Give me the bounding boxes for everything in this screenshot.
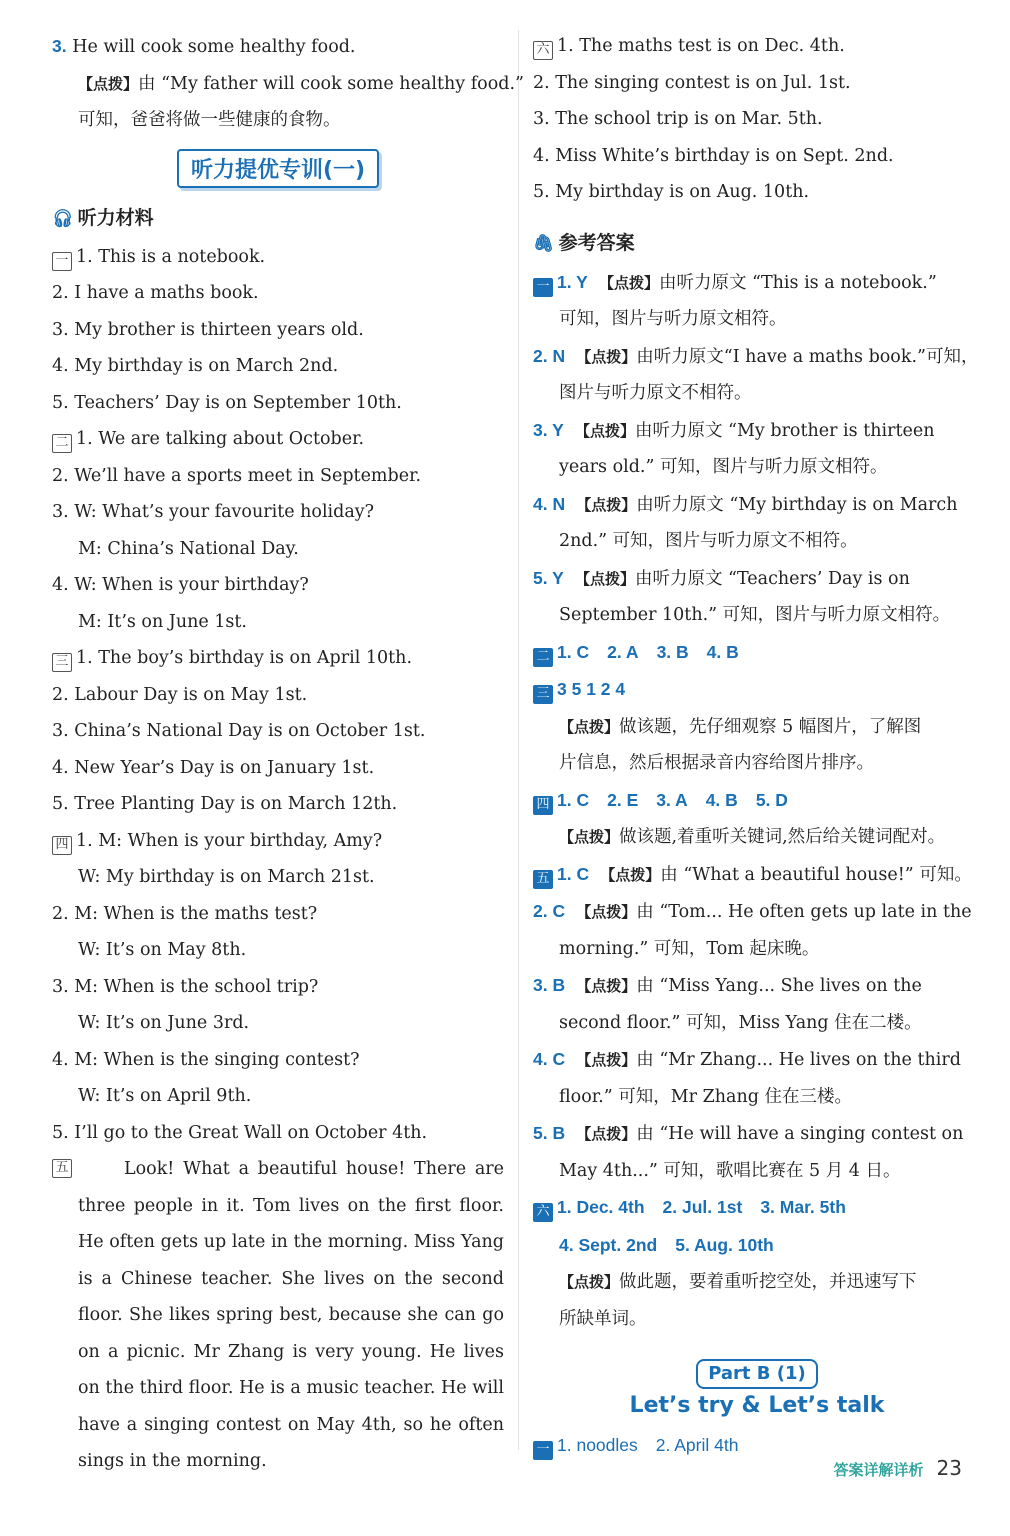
material-line: W: It’s on April 9th.: [78, 1086, 252, 1106]
answer-line: 4. Sept. 2nd 5. Aug. 10th: [559, 1234, 774, 1255]
answer-line: 三 3 5 1 2 4: [533, 671, 981, 709]
answer-line: floor.” 可知，Mr Zhang 住在三楼。: [559, 1086, 853, 1107]
material-line: 4. Miss White’s birthday is on Sept. 2nd.: [533, 145, 894, 166]
intro-text: He will cook some healthy food.: [72, 37, 356, 57]
answer-line: 3. B 【点拨】由 “Miss Yang... She lives on the: [533, 975, 922, 996]
answer-line: 【点拨】做该题，先仔细观察 5 幅图片，了解图: [559, 716, 922, 737]
answer-four-icon: 四: [533, 796, 553, 815]
section-five-icon: 五: [52, 1159, 72, 1178]
paperclip-icon: 🖇︎: [533, 233, 555, 254]
answer-five-icon: 五: [533, 870, 553, 889]
answer-line: 5. B 【点拨】由 “He will have a singing contest on: [533, 1123, 964, 1144]
answer-line: 图片与听力原文不相符。: [559, 383, 752, 403]
page-footer: [833, 1456, 962, 1480]
section-title: [52, 149, 504, 188]
material-line: 4. W: When is your birthday?: [52, 575, 309, 595]
footer-label: 答案详解详析: [833, 1461, 924, 1479]
page-number: 23: [936, 1456, 962, 1480]
part-b-header: [533, 1359, 981, 1423]
headphones-icon: 🎧︎: [52, 208, 74, 229]
right-column: [533, 28, 981, 1465]
answer-line: 5. Y 【点拨】由听力原文 “Teachers’ Day is on: [533, 567, 910, 589]
answer-line: morning.” 可知，Tom 起床晚。: [559, 938, 820, 959]
intro-tip-cont: 可知，爸爸将做一些健康的食物。: [78, 110, 341, 130]
material-line: 4. My birthday is on March 2nd.: [52, 356, 339, 376]
material-line: 3. W: What’s your favourite holiday?: [52, 502, 375, 522]
material-line: 2. We’ll have a sports meet in September.: [52, 465, 422, 486]
material-line: 2. M: When is the maths test?: [52, 903, 318, 924]
section-six-icon: 六: [533, 41, 553, 60]
answer-line: 2. N 【点拨】由听力原文“I have a maths book.”可知，: [533, 345, 979, 367]
answer-line: 片信息，然后根据录音内容给图片排序。: [559, 753, 874, 773]
passage-text: Look! What a beautiful house! There are three people in it. Tom lives on the first floor. He often gets up late in the morning. Miss Yang is a Chinese teacher. She lives on the second floor. She likes spring best, because she can go on a picnic. Mr Zhang is very young. He lives on the third floor. He is a music teacher. He will have a singing contest on May 4th, so he often sings in the morning.: [78, 1159, 504, 1471]
section-title-text: 听力提优专训(一): [177, 149, 379, 188]
material-line: 六 1. The maths test is on Dec. 4th.: [533, 28, 981, 65]
material-line: M: China’s National Day.: [78, 538, 299, 559]
material-line: W: It’s on May 8th.: [78, 940, 247, 960]
answer-six-icon: 六: [533, 1203, 553, 1222]
answer-line: 一 1. noodles 2. April 4th: [533, 1427, 981, 1465]
column-divider: [518, 30, 519, 1450]
material-line: 5. Teachers’ Day is on September 10th.: [52, 392, 402, 413]
material-line: W: It’s on June 3rd.: [78, 1013, 250, 1033]
answer-line: 2. C 【点拨】由 “Tom... He often gets up late in the: [533, 901, 972, 922]
material-line: 3. M: When is the school trip?: [52, 976, 319, 997]
intro-answer: [52, 28, 504, 66]
material-line: 5. Tree Planting Day is on March 12th.: [52, 794, 398, 814]
material-line: 5. My birthday is on Aug. 10th.: [533, 182, 810, 202]
answer-line: 二 1. C 2. A 3. B 4. B: [533, 634, 981, 672]
answer-line: 所缺单词。: [559, 1308, 647, 1329]
material-line: W: My birthday is on March 21st.: [78, 867, 375, 887]
material-line: 2. Labour Day is on May 1st.: [52, 684, 308, 705]
answer-line: 六 1. Dec. 4th 2. Jul. 1st 3. Mar. 5th: [533, 1189, 981, 1227]
answer-line: September 10th.” 可知，图片与听力原文相符。: [559, 605, 951, 625]
answers-heading: [533, 223, 981, 264]
material-line: 2. The singing contest is on Jul. 1st.: [533, 72, 851, 93]
section-four-icon: 四: [52, 836, 72, 855]
answer-two-icon: 二: [533, 648, 553, 667]
left-column: [52, 28, 524, 1480]
answer-line: 一 1. Y 【点拨】由听力原文 “This is a notebook.”: [533, 264, 981, 302]
material-line: 二 1. We are talking about October.: [52, 421, 504, 458]
material-line: 三 1. The boy’s birthday is on April 10th.: [52, 640, 504, 677]
answer-one-icon: 一: [533, 278, 553, 297]
material-line: 四 1. M: When is your birthday, Amy?: [52, 823, 504, 860]
intro-number: 3.: [52, 36, 67, 56]
material-line: 5. I’ll go to the Great Wall on October 4th.: [52, 1122, 428, 1143]
material-line: 4. M: When is the singing contest?: [52, 1049, 360, 1070]
material-line: 3. My brother is thirteen years old.: [52, 319, 364, 340]
answer-line: 可知，图片与听力原文相符。: [559, 309, 787, 329]
material-line: 2. I have a maths book.: [52, 283, 259, 303]
answer-line: 四 1. C 2. E 3. A 4. B 5. D: [533, 782, 981, 820]
section-three-icon: 三: [52, 653, 72, 672]
part-b-one-icon: 一: [533, 1441, 553, 1460]
answer-line: 2nd.” 可知，图片与听力原文不相符。: [559, 531, 858, 551]
intro-tip: [52, 66, 524, 103]
section-two-icon: 二: [52, 434, 72, 453]
answer-line: 五 1. C 【点拨】由 “What a beautiful house!” 可知。: [533, 856, 981, 894]
answer-line: 【点拨】做此题，要着重听挖空处，并迅速写下: [559, 1272, 917, 1292]
part-b-label: Part B (1): [696, 1359, 818, 1389]
answer-line: 4. C 【点拨】由 “Mr Zhang... He lives on the third: [533, 1049, 961, 1070]
material-line: 一 1. This is a notebook.: [52, 239, 504, 276]
materials-heading-text: 听力材料: [77, 206, 154, 229]
tip-label: 【点拨】: [78, 74, 139, 93]
answer-line: 3. Y 【点拨】由听力原文 “My brother is thirteen: [533, 419, 935, 441]
answers-heading-text: 参考答案: [558, 231, 635, 254]
material-line: 4. New Year’s Day is on January 1st.: [52, 757, 375, 778]
passage-block: [52, 1151, 504, 1480]
part-b-title: Let’s try & Let’s talk: [629, 1393, 885, 1418]
answer-line: 【点拨】做该题,着重听关键词,然后给关键词配对。: [559, 827, 946, 847]
tip-text: 由 “My father will cook some healthy food.”: [138, 73, 524, 94]
material-line: 3. China’s National Day is on October 1st.: [52, 721, 426, 741]
materials-heading: [52, 198, 504, 239]
material-line: 3. The school trip is on Mar. 5th.: [533, 109, 823, 129]
section-one-icon: 一: [52, 252, 72, 271]
material-line: M: It’s on June 1st.: [78, 611, 247, 632]
answer-line: years old.” 可知，图片与听力原文相符。: [559, 457, 888, 477]
answer-line: second floor.” 可知，Miss Yang 住在二楼。: [559, 1012, 922, 1033]
answer-line: May 4th...” 可知，歌唱比赛在 5 月 4 日。: [559, 1160, 901, 1181]
answer-three-icon: 三: [533, 685, 553, 704]
answer-line: 4. N 【点拨】由听力原文 “My birthday is on March: [533, 493, 958, 515]
